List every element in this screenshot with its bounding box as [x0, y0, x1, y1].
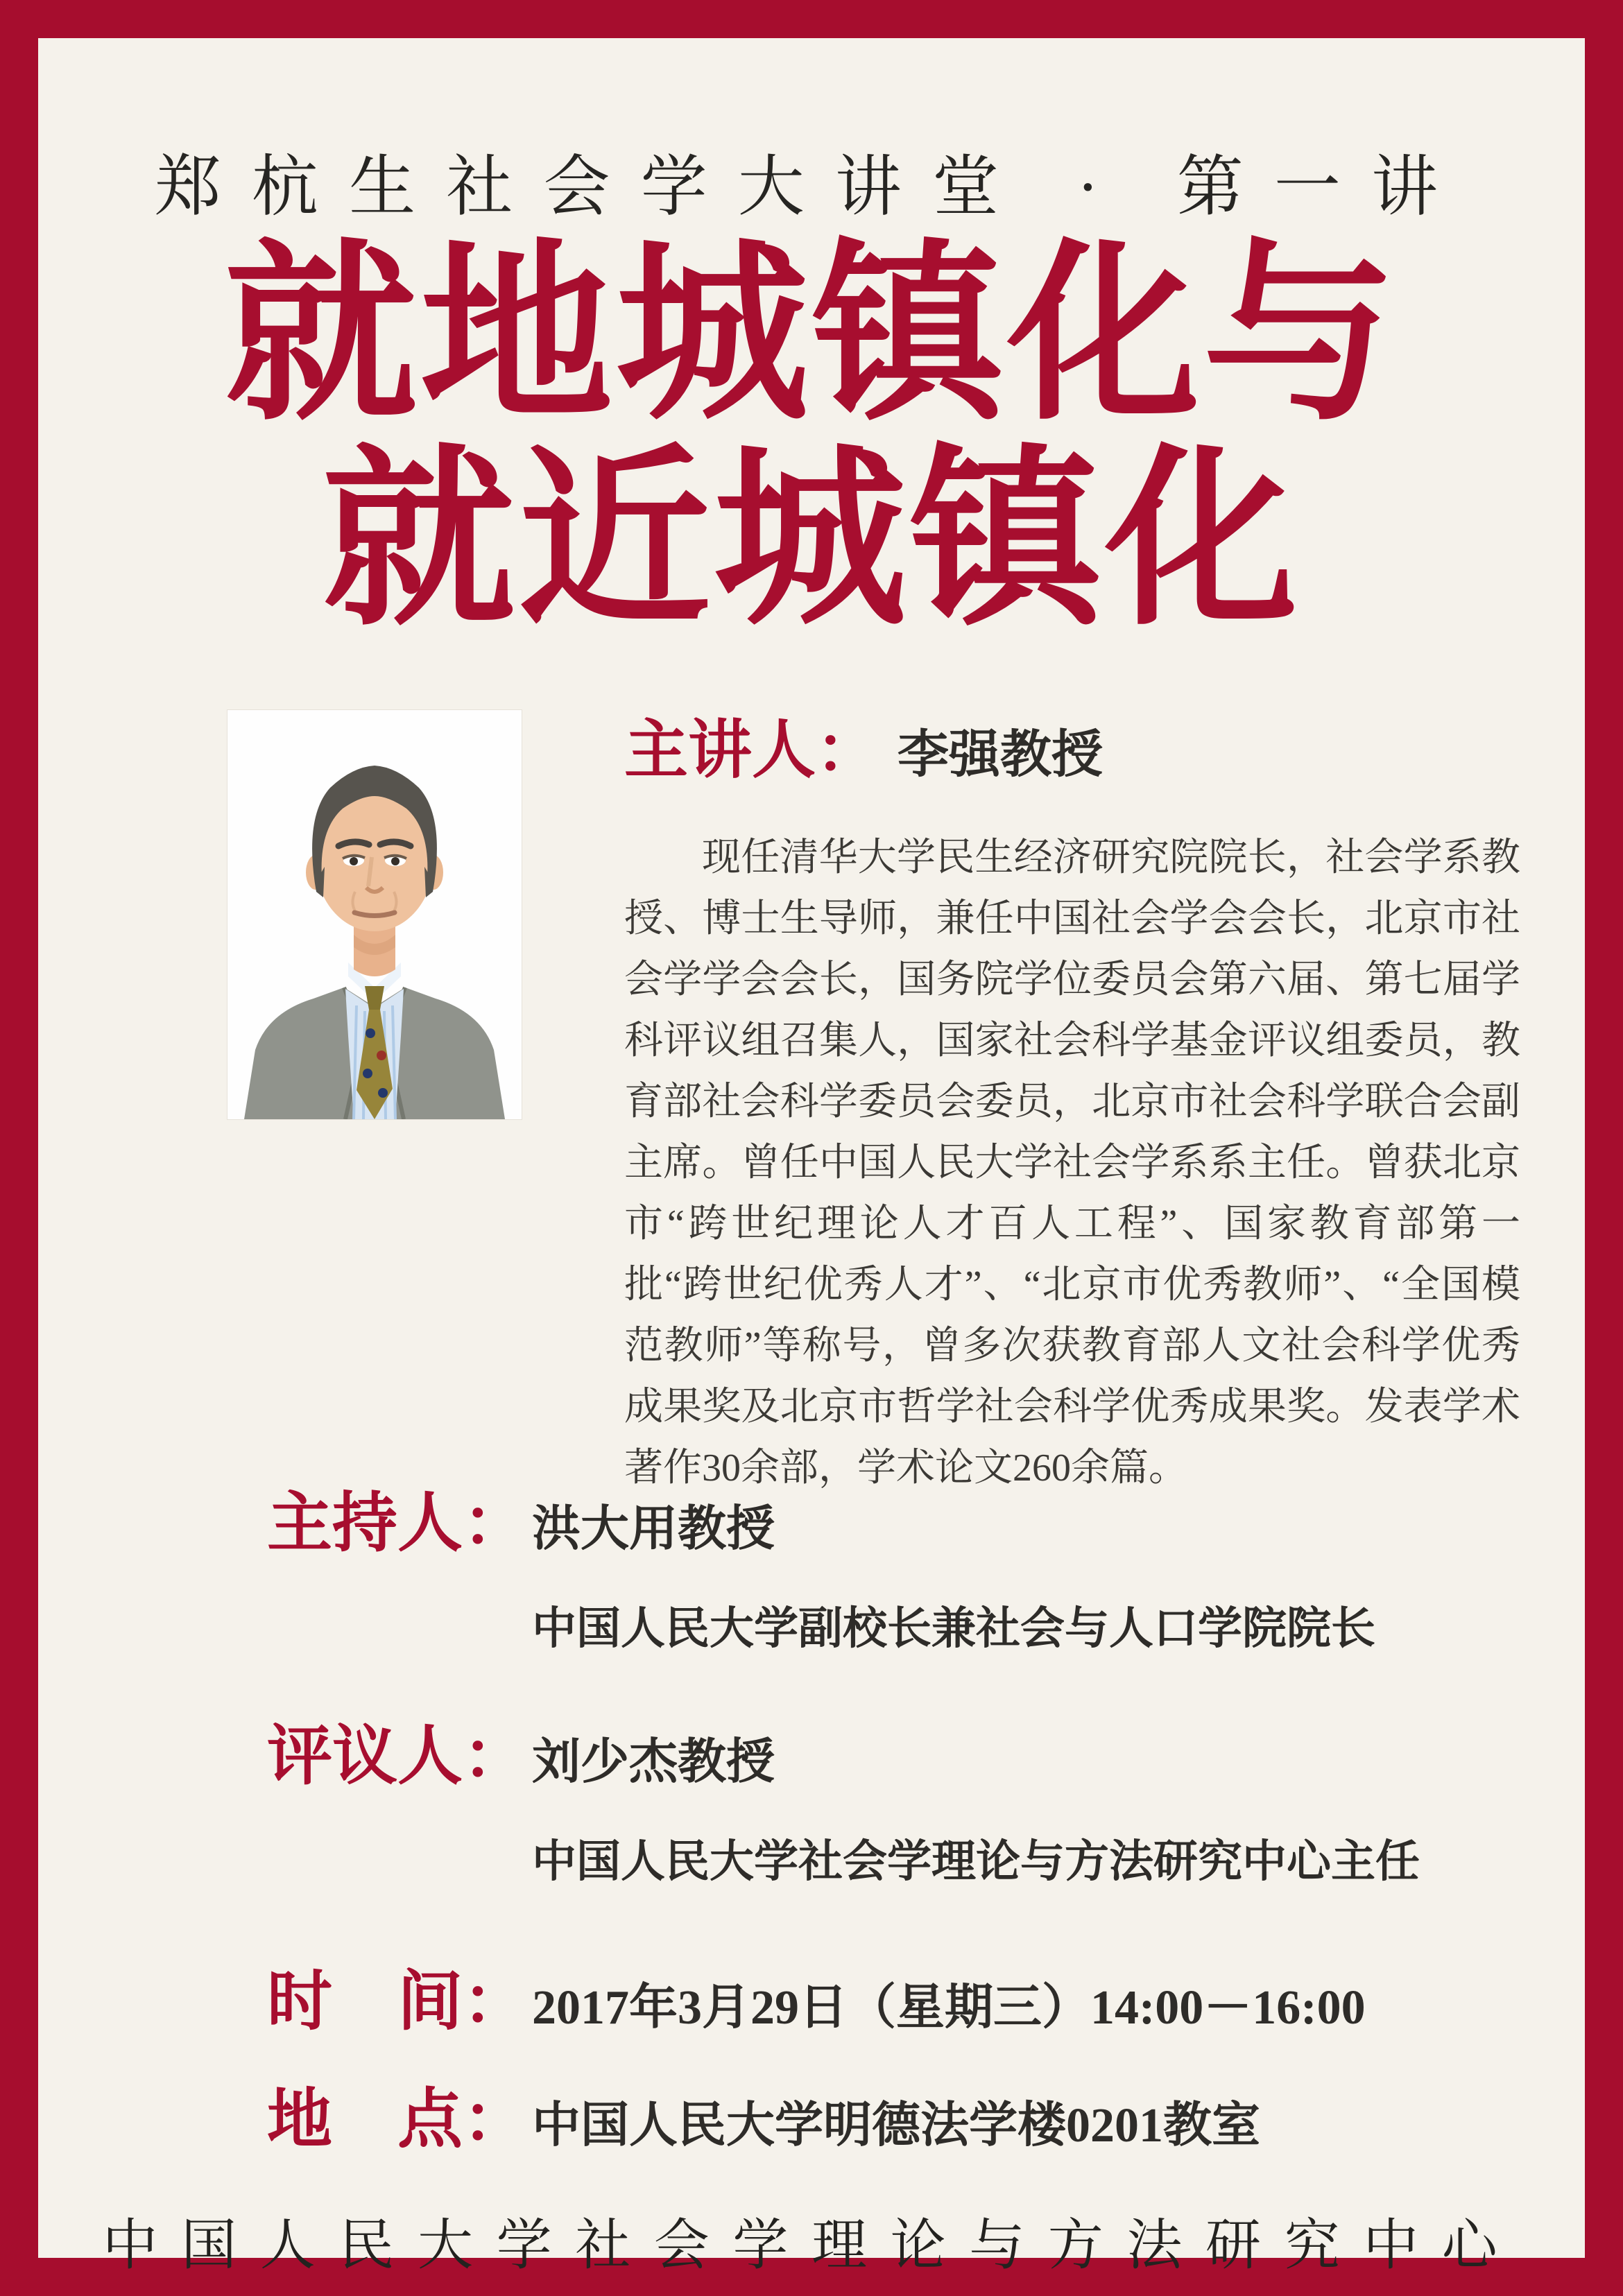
host-name: 洪大用教授	[532, 1503, 775, 1556]
venue-value: 中国人民大学明德法学楼0201教室	[532, 2099, 1260, 2152]
venue-label: 地 点：	[267, 2084, 529, 2156]
reviewer-affiliation: 中国人民大学社会学理论与方法研究中心主任	[532, 1837, 1420, 1886]
series-title: 郑杭生社会学大讲堂 · 第一讲	[154, 150, 1469, 224]
host-label: 主持人：	[267, 1487, 529, 1560]
main-title-line2: 就近城镇化	[322, 435, 1301, 648]
venue-row	[267, 2078, 1502, 2168]
main-title-line1: 就地城镇化与	[224, 230, 1399, 443]
host-row	[267, 1482, 1502, 1655]
reviewer-label: 评议人：	[267, 1720, 529, 1793]
poster-canvas	[38, 38, 1585, 2277]
time-row	[267, 1960, 1502, 2050]
organizer-footer: 中国人民大学社会学理论与方法研究中心	[102, 2216, 1521, 2277]
speaker-photo	[227, 710, 522, 1119]
host-affiliation: 中国人民大学副校长兼社会与人口学院院长	[532, 1604, 1375, 1653]
speaker-name: 李强教授	[898, 727, 1104, 784]
speaker-label: 主讲人：	[624, 715, 880, 786]
reviewer-row	[267, 1715, 1502, 1888]
reviewer-body	[532, 1721, 1420, 1888]
main-title	[38, 230, 1585, 648]
venue-body	[532, 2084, 1260, 2168]
time-value: 2017年3月29日（星期三）14:00－16:00	[532, 1981, 1366, 2035]
speaker-heading	[624, 709, 1103, 796]
speaker-bio: 现任清华大学民生经济研究院院长，社会学系教授、博士生导师，兼任中国社会学会会长，北京市社会学学会会长，国务院学位委员会第六届、第七届学科评议组召集人，国家社会科学基金评议组委员，教育部社会科学委员会委员，北京市社会科学联合会副主席。曾任中国人民大学社会学系系主任。曾获北京市“跨世纪理论人才百人工程”、国家教育部第一批“跨世纪优秀人才”、“北京市优秀教师”、“全国模范教师”等称号，曾多次获教育部人文社会科学优秀成果奖及北京市哲学社会科学优秀成果奖。发表学术著作30余部，学术论文260余篇。	[624, 836, 1520, 1490]
reviewer-name: 刘少杰教授	[532, 1736, 775, 1789]
host-body	[532, 1488, 1375, 1655]
time-body	[532, 1967, 1366, 2050]
time-label: 时 间：	[267, 1966, 529, 2038]
